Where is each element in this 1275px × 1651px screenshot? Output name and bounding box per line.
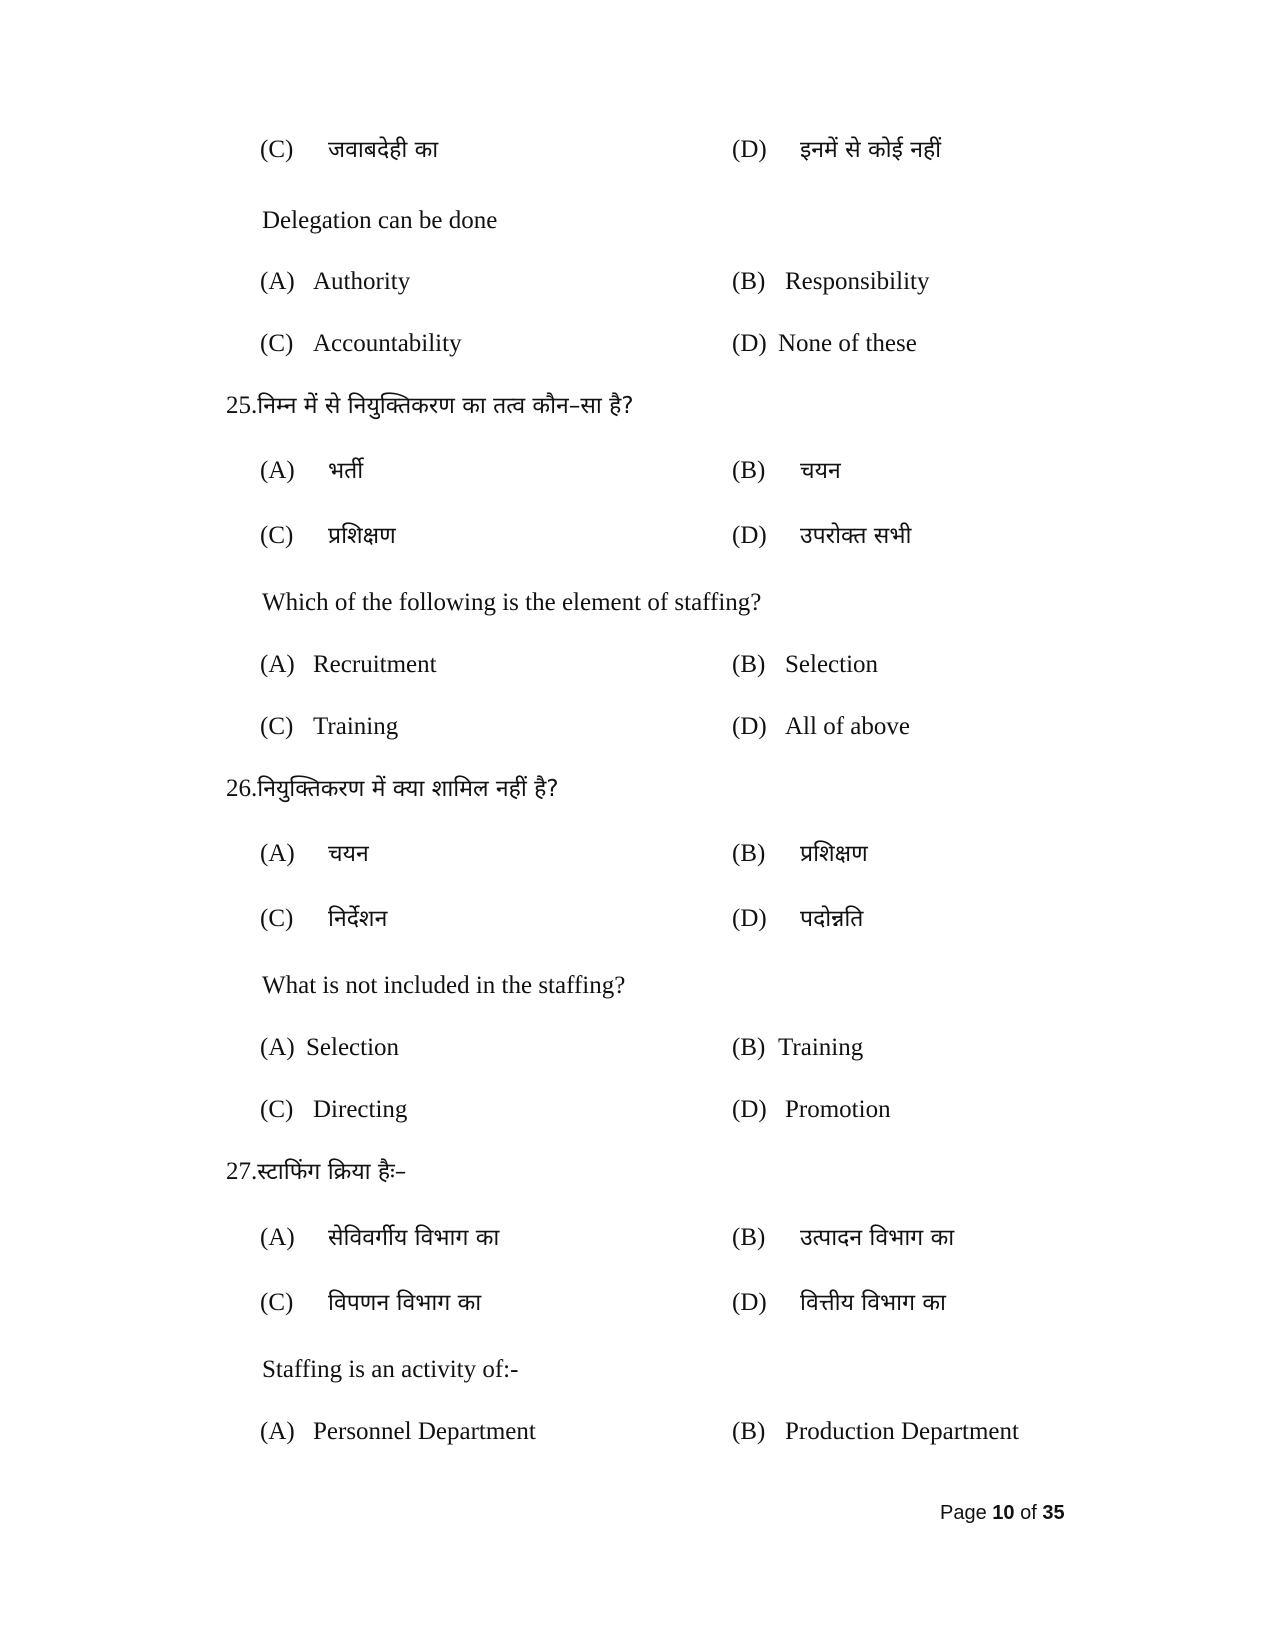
option-text: Accountability — [313, 330, 462, 357]
option-label: (C) — [260, 136, 294, 163]
option-text: चयन — [328, 841, 369, 867]
option-text: वित्तीय विभाग का — [800, 1290, 946, 1316]
question-text: नियुक्तिकरण में क्या शामिल नहीं है? — [257, 776, 559, 802]
option-label: (C) — [260, 713, 294, 740]
option-b — [732, 838, 868, 870]
option-text: Authority — [313, 268, 411, 295]
option-b — [732, 266, 929, 298]
page-number — [940, 1500, 1065, 1526]
option-text: उपरोक्त सभी — [800, 523, 912, 549]
question-english: Staffing is an activity of:- — [262, 1356, 519, 1383]
option-d — [732, 1287, 946, 1319]
option-b — [732, 1032, 863, 1064]
question-english: What is not included in the staffing? — [262, 972, 626, 999]
option-text: Responsibility — [785, 268, 930, 295]
option-a — [260, 649, 437, 681]
option-b — [732, 1222, 954, 1254]
page-prefix: Page — [940, 1502, 987, 1524]
question-text: निम्न में से नियुक्तिकरण का तत्व कौन–सा है? — [257, 393, 634, 419]
option-text: Selection — [785, 651, 879, 678]
option-label: (C) — [260, 905, 294, 932]
option-d — [732, 711, 910, 743]
option-label: (D) — [732, 713, 767, 740]
option-label: (A) — [260, 457, 295, 484]
question-text: स्टाफिंग क्रिया हैः– — [257, 1159, 407, 1185]
option-c — [260, 1094, 407, 1126]
option-b — [732, 649, 878, 681]
option-text: Directing — [313, 1096, 408, 1123]
option-c — [260, 520, 396, 552]
question-english: Which of the following is the element of staffing? — [262, 589, 762, 616]
current-page: 10 — [992, 1502, 1015, 1524]
option-label: (D) — [732, 905, 767, 932]
option-text: Personnel Department — [313, 1418, 536, 1445]
option-text: निर्देशन — [328, 906, 388, 932]
option-c — [260, 134, 438, 166]
option-c — [260, 328, 462, 360]
option-text: जवाबदेही का — [328, 137, 439, 163]
option-c — [260, 903, 387, 935]
option-text: भर्ती — [328, 458, 364, 484]
option-text: पदोन्नति — [800, 906, 864, 932]
option-label: (D) — [732, 1289, 767, 1316]
option-a — [260, 1416, 536, 1448]
option-text: None of these — [778, 330, 917, 357]
option-a — [260, 266, 410, 298]
total-pages: 35 — [1042, 1502, 1065, 1524]
option-d — [732, 520, 911, 552]
option-text: Training — [313, 713, 399, 740]
option-text: सेविवर्गीय विभाग का — [328, 1225, 500, 1251]
option-text: All of above — [785, 713, 910, 740]
question-number: 27. — [226, 1158, 258, 1185]
option-a — [260, 1222, 499, 1254]
option-c — [260, 711, 398, 743]
option-label: (D) — [732, 1096, 767, 1123]
option-b — [732, 455, 841, 487]
option-label: (D) — [732, 136, 767, 163]
option-label: (A) — [260, 840, 295, 867]
option-text: Production Department — [785, 1418, 1019, 1445]
option-text: उत्पादन विभाग का — [800, 1225, 955, 1251]
option-text: विपणन विभाग का — [328, 1290, 482, 1316]
option-label: (C) — [260, 1289, 294, 1316]
question-25-hindi — [226, 390, 634, 422]
option-label: (D) — [732, 522, 767, 549]
option-b — [732, 1416, 1019, 1448]
option-text: प्रशिक्षण — [800, 841, 868, 867]
option-label: (D) — [732, 330, 767, 357]
option-d — [732, 1094, 891, 1126]
option-d — [732, 134, 941, 166]
option-label: (C) — [260, 330, 294, 357]
option-label: (A) — [260, 1224, 295, 1251]
option-text: Recruitment — [313, 651, 437, 678]
option-text: इनमें से कोई नहीं — [800, 137, 942, 163]
option-label: (B) — [732, 840, 766, 867]
option-label: (B) — [732, 268, 766, 295]
question-number: 26. — [226, 775, 258, 802]
option-label: (B) — [732, 1034, 766, 1061]
option-label: (B) — [732, 1418, 766, 1445]
option-label: (C) — [260, 522, 294, 549]
option-label: (A) — [260, 1418, 295, 1445]
option-text: प्रशिक्षण — [328, 523, 396, 549]
option-d — [732, 903, 863, 935]
option-d — [732, 328, 917, 360]
question-english: Delegation can be done — [262, 207, 498, 234]
option-a — [260, 455, 363, 487]
option-label: (B) — [732, 1224, 766, 1251]
option-label: (C) — [260, 1096, 294, 1123]
option-a — [260, 1032, 399, 1064]
option-label: (B) — [732, 651, 766, 678]
option-text: चयन — [800, 458, 841, 484]
option-text: Training — [778, 1034, 864, 1061]
option-text: Promotion — [785, 1096, 891, 1123]
page-of: of — [1020, 1502, 1037, 1524]
option-a — [260, 838, 369, 870]
option-label: (A) — [260, 1034, 295, 1061]
question-27-hindi — [226, 1156, 406, 1188]
option-text: Selection — [306, 1034, 400, 1061]
question-number: 25. — [226, 392, 258, 419]
option-label: (A) — [260, 651, 295, 678]
question-26-hindi — [226, 773, 559, 805]
option-label: (B) — [732, 457, 766, 484]
option-label: (A) — [260, 268, 295, 295]
option-c — [260, 1287, 481, 1319]
